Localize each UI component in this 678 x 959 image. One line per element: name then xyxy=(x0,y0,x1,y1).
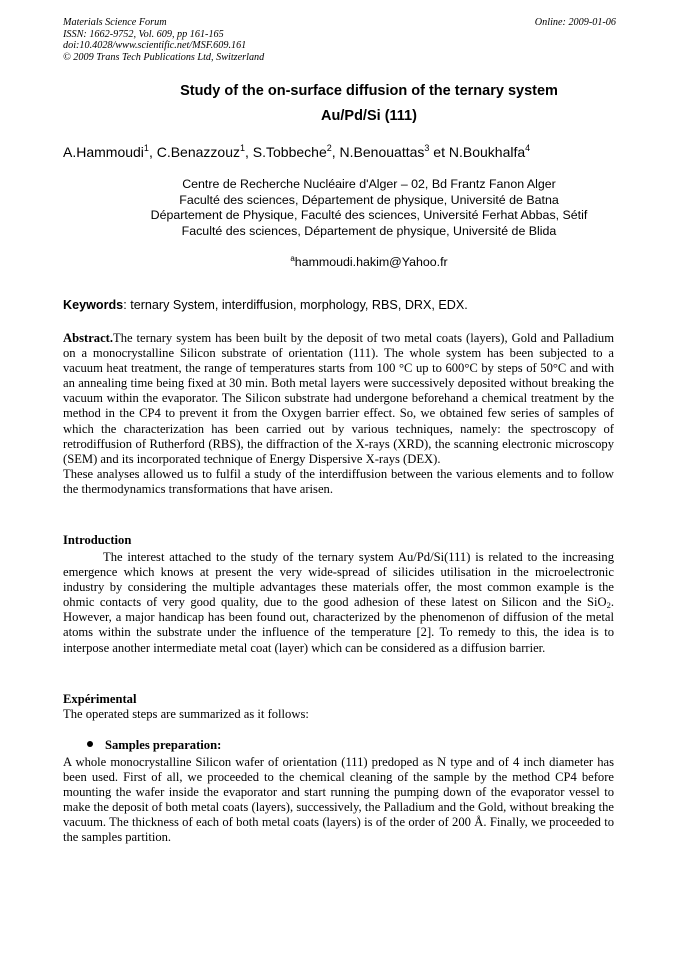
experimental-heading: Expérimental xyxy=(63,692,137,706)
affiliation-line: Faculté des sciences, Département de physique, Université de Blida xyxy=(181,223,557,238)
affiliation-list xyxy=(30,177,678,239)
affiliation-line: Faculté des sciences, Département de physique, Université de Batna xyxy=(179,192,559,207)
introduction-text: The interest attached to the study of the ternary system Au/Pd/Si(111) is related to the increasing emergence which knows at present the very wide-spread of silicides utilisation in the microelectronic industry by considering the multiple advantages these materials offer, the most common example is the ohmic contacts of very good quality, due to the good adhesion of these latest on Silicon and the SiO xyxy=(63,550,614,610)
abstract-label: Abstract. xyxy=(63,331,114,345)
bullet-label: Samples preparation: xyxy=(105,738,222,752)
bullet-icon xyxy=(87,741,93,747)
author-affiliation-mark: 3 xyxy=(424,143,430,153)
author-name: N.Benouattas xyxy=(339,144,425,160)
affiliation-line: Centre de Recherche Nucléaire d'Alger – 02, Bd Frantz Fanon Alger xyxy=(182,177,556,191)
author-affiliation-mark: 2 xyxy=(326,143,332,153)
journal-copyright: © 2009 Trans Tech Publications Ltd, Switzerland xyxy=(63,51,265,63)
online-date: Online: 2009-01-06 xyxy=(534,17,616,28)
email-mark: a xyxy=(290,254,295,263)
author-list xyxy=(63,144,530,160)
author-name: N.Boukhalfa xyxy=(448,144,526,160)
journal-issn: ISSN: 1662-9752, Vol. 609, pp 161-165 xyxy=(63,28,224,40)
author-separator: , xyxy=(245,144,253,160)
introduction-paragraph xyxy=(63,550,614,656)
journal-name: Materials Science Forum xyxy=(63,17,167,28)
author-separator: , xyxy=(331,144,340,160)
author-name: C.Benazzouz xyxy=(156,144,240,160)
keywords-text: : ternary System, interdiffusion, morphology, RBS, DRX, EDX. xyxy=(123,298,468,312)
abstract-text-continued: These analyses allowed us to fulfil a study of the interdiffusion between the various elements and to follow the thermodynamics transformations that have arisen. xyxy=(63,466,614,496)
affiliation-line: Département de Physique, Faculté des sciences, Université Ferhat Abbas, Sétif xyxy=(150,208,588,222)
author-affiliation-mark: 4 xyxy=(525,143,531,153)
author-name: S.Tobbeche xyxy=(252,144,327,160)
author-affiliation-mark: 1 xyxy=(240,143,246,153)
keywords xyxy=(63,298,468,312)
keywords-label: Keywords xyxy=(63,298,124,312)
author-name: A.Hammoudi xyxy=(63,144,144,160)
contact-email xyxy=(30,255,678,269)
journal-doi: doi:10.4028/www.scientific.net/MSF.609.161 xyxy=(63,40,247,52)
subscript: 2 xyxy=(606,600,611,611)
paper-title-line-1: Study of the on-surface diffusion of the ternary system xyxy=(180,83,558,99)
journal-header xyxy=(63,17,264,63)
author-separator: , xyxy=(148,144,157,160)
samples-preparation-paragraph: A whole monocrystalline Silicon wafer of orientation (111) predoped as N type and of 4 inch diameter has been used. First of all, we proceeded to the chemical cleaning of the sample by the method CP4 before mounting the wafer inside the evaporator and start running the pumping down of the evaporator vessel to make the deposit of both metal coats (layers), successively, the Palladium and the Gold, without breaking the vacuum. The thickness of each of both metal coats (layers) is of the order of 200 Å. Finally, we proceeded to the samples partition. xyxy=(63,755,614,845)
abstract-text: The ternary system has been built by the deposit of two metal coats (layers), Gold and Palladium on a monocrystalline Silicon substrate of orientation (111). The whole system has been subjected to a vacuum heat treatment, the range of temperatures starts from 100 °C up to 600°C by steps of 50°C and with an annealing time being fixed at 30 min. Both metal layers were successively deposited without breaking the vacuum within the evaporator. The Silicon substrate had undergone beforehand a chemical treatment by the method in the CP4 to prevent it from the Oxygen barrier effect. So, we obtained few series of samples of which the characterization has been carried out by various techniques, namely: the spectroscopy of retrodiffusion of Rutherford (RBS), the diffraction of the X-rays (XRD), the scanning electronic microscopy (SEM) and its incorporated technique of Energy Dispersive X-rays (DEX). xyxy=(63,331,614,466)
abstract xyxy=(63,331,614,497)
introduction-heading: Introduction xyxy=(63,533,132,547)
experimental-intro: The operated steps are summarized as it follows: xyxy=(63,707,309,721)
bullet-item xyxy=(87,738,221,753)
author-separator: et xyxy=(429,144,449,160)
introduction-text-continued: . However, a major handicap has been found out, characterized by the phenomenon of diffusion of the metal atoms within the substrate under the influence of the temperature [2]. To remedy to this, the idea is to interpose another intermediate metal coat (layer) which can be considered as a diffusion barrier. xyxy=(63,595,614,655)
email-address[interactable]: hammoudi.hakim@Yahoo.fr xyxy=(294,255,448,269)
paper-title-line-2: Au/Pd/Si (111) xyxy=(321,108,417,124)
author-affiliation-mark: 1 xyxy=(143,143,149,153)
